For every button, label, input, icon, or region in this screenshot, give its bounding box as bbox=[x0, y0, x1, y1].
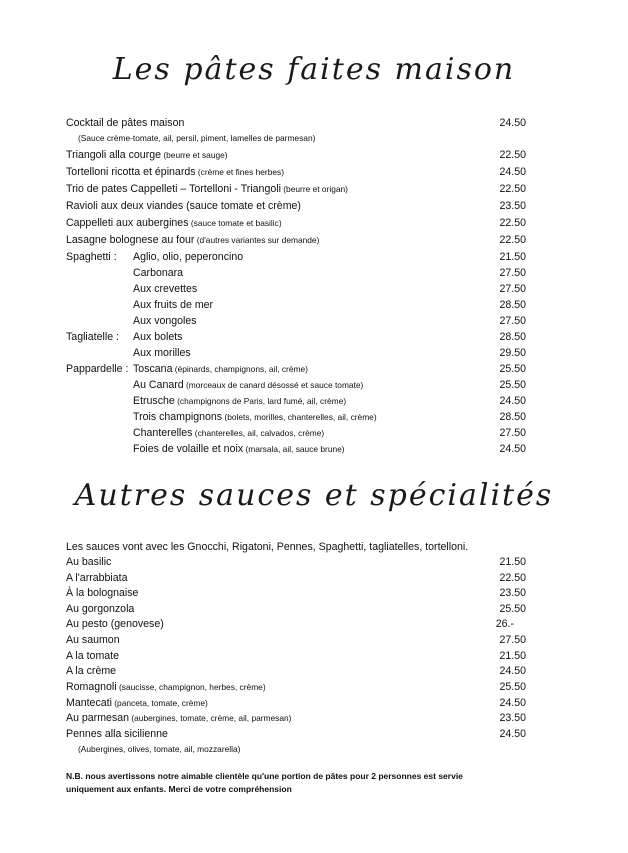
menu-item bbox=[66, 711, 526, 725]
nb-line: N.B. nous avertissons notre aimable clientèle qu'une portion de pâtes pour 2 personnes est servie bbox=[66, 771, 463, 781]
item-detail: (saucisse, champignon, herbes, crème) bbox=[116, 682, 266, 692]
menu-item bbox=[66, 199, 526, 213]
item-name: Carbonara bbox=[133, 267, 184, 279]
item-price: 27.50 bbox=[499, 315, 526, 327]
menu-item bbox=[66, 680, 526, 694]
intro-text: Les sauces vont avec les Gnocchi, Rigatoni, Pennes, Spaghetti, tagliatelles, tortelloni. bbox=[66, 541, 469, 553]
item-name: Au gorgonzola bbox=[66, 603, 135, 615]
item-name: A l'arrabbiata bbox=[66, 572, 128, 584]
item-name bbox=[133, 362, 308, 376]
menu-item bbox=[66, 633, 526, 647]
menu-item bbox=[66, 555, 526, 569]
item-price: 27.50 bbox=[499, 427, 526, 439]
menu-item bbox=[66, 233, 526, 247]
item-name: Aglio, olio, peperoncino bbox=[133, 251, 244, 263]
item-name bbox=[133, 426, 324, 440]
item-name-text: Trois champignons bbox=[133, 411, 223, 423]
item-price: 23.50 bbox=[499, 712, 526, 724]
item-price: 21.50 bbox=[499, 650, 526, 662]
item-name bbox=[133, 410, 377, 424]
item-price: 27.50 bbox=[499, 283, 526, 295]
item-price: 21.50 bbox=[499, 251, 526, 263]
item-detail: (panceta, tomate, crème) bbox=[111, 698, 208, 708]
item-price: 25.50 bbox=[499, 681, 526, 693]
group-label-tagliatelle: Tagliatelle : bbox=[66, 331, 119, 343]
item-price: 29.50 bbox=[499, 347, 526, 359]
item-detail: (aubergines, tomate, crème, ail, parmesan) bbox=[129, 713, 292, 723]
item-name bbox=[133, 378, 363, 392]
menu-item bbox=[66, 664, 526, 678]
item-price: 22.50 bbox=[499, 234, 526, 246]
item-price: 24.50 bbox=[499, 166, 526, 178]
menu-item bbox=[66, 116, 526, 130]
item-name bbox=[133, 442, 345, 456]
item-price: 28.50 bbox=[499, 331, 526, 343]
item-name bbox=[133, 394, 346, 408]
item-price: 24.50 bbox=[499, 117, 526, 129]
item-price: 26.- bbox=[495, 618, 514, 630]
item-name: Cappelleti aux aubergines bbox=[66, 217, 189, 229]
item-detail: (chanterelles, ail, calvados, crème) bbox=[192, 428, 325, 438]
item-name: Aux bolets bbox=[133, 331, 183, 343]
item-price: 25.50 bbox=[499, 379, 526, 391]
item-name-text: Foies de volaille et noix bbox=[133, 443, 244, 455]
nb-note bbox=[66, 770, 546, 796]
item-name: Cocktail de pâtes maison bbox=[66, 117, 185, 129]
item-name: Au pesto (genovese) bbox=[66, 618, 164, 630]
item-price: 24.50 bbox=[499, 665, 526, 677]
menu-item bbox=[66, 571, 526, 585]
item-price: 24.50 bbox=[499, 728, 526, 740]
item-name: Au saumon bbox=[66, 634, 120, 646]
item-name: Tortelloni ricotta et épinards bbox=[66, 166, 196, 178]
item-name-text: Chanterelles bbox=[133, 427, 193, 439]
item-price: 27.50 bbox=[499, 634, 526, 646]
menu-item bbox=[66, 148, 526, 162]
item-price: 22.50 bbox=[499, 183, 526, 195]
menu-item bbox=[66, 182, 526, 196]
menu-item bbox=[66, 216, 526, 230]
item-name: Aux morilles bbox=[133, 347, 191, 359]
item-name: A la tomate bbox=[66, 650, 119, 662]
item-note: (Aubergines, olives, tomate, ail, mozzarella) bbox=[78, 744, 241, 754]
menu-item bbox=[66, 586, 526, 600]
nb-line: uniquement aux enfants. Merci de votre compréhension bbox=[66, 784, 292, 794]
item-name: À la bolognaise bbox=[66, 587, 139, 599]
item-price: 27.50 bbox=[499, 267, 526, 279]
item-price: 24.50 bbox=[499, 443, 526, 455]
group-label-spaghetti: Spaghetti : bbox=[66, 251, 117, 263]
item-name-text: Toscana bbox=[133, 363, 173, 375]
menu-item bbox=[66, 165, 526, 179]
menu-item bbox=[66, 617, 526, 631]
item-detail: (morceaux de canard désossé et sauce tomate) bbox=[183, 380, 364, 390]
item-price: 24.50 bbox=[499, 395, 526, 407]
item-name: Lasagne bolognese au four bbox=[66, 234, 195, 246]
item-name: Aux vongoles bbox=[133, 315, 197, 327]
item-detail: (marsala, ail, sauce brune) bbox=[243, 444, 345, 454]
item-note: (Sauce crème-tomate, ail, persil, piment, lamelles de parmesan) bbox=[78, 133, 316, 143]
menu-item bbox=[66, 649, 526, 663]
item-name: Pennes alla sicilienne bbox=[66, 728, 168, 740]
item-name: Triangoli alla courge bbox=[66, 149, 162, 161]
item-detail: (beurre et origan) bbox=[280, 184, 348, 194]
item-price: 28.50 bbox=[499, 299, 526, 311]
item-name: Aux fruits de mer bbox=[133, 299, 214, 311]
item-name: Romagnoli bbox=[66, 681, 117, 693]
item-price: 28.50 bbox=[499, 411, 526, 423]
item-name: Mantecati bbox=[66, 697, 112, 709]
section-title-pates: Les pâtes faites maison bbox=[112, 52, 516, 87]
item-price: 22.50 bbox=[499, 217, 526, 229]
group-label-pappardelle: Pappardelle : bbox=[66, 363, 129, 375]
menu-item bbox=[66, 727, 526, 741]
item-price: 25.50 bbox=[499, 363, 526, 375]
menu-item bbox=[66, 696, 526, 710]
item-name: Aux crevettes bbox=[133, 283, 198, 295]
item-name: A la crème bbox=[66, 665, 117, 677]
item-price: 22.50 bbox=[499, 149, 526, 161]
item-name-text: Etrusche bbox=[133, 395, 175, 407]
item-detail: (épinards, champignons, ail, crème) bbox=[172, 364, 308, 374]
item-name: Trio de pates Cappelleti – Tortelloni - Triangoli bbox=[66, 183, 281, 195]
item-price: 23.50 bbox=[499, 200, 526, 212]
section-title-sauces: Autres sauces et spécialités bbox=[74, 478, 554, 513]
item-detail: (d'autres variantes sur demande) bbox=[194, 235, 320, 245]
item-name: Au basilic bbox=[66, 556, 112, 568]
item-price: 25.50 bbox=[499, 603, 526, 615]
item-detail: (sauce tomate et basilic) bbox=[188, 218, 282, 228]
item-name-text: Au Canard bbox=[133, 379, 184, 391]
menu-item bbox=[66, 602, 526, 616]
item-detail: (beurre et sauge) bbox=[161, 150, 228, 160]
item-name: Au parmesan bbox=[66, 712, 130, 724]
item-detail: (bolets, morilles, chanterelles, ail, crème) bbox=[222, 412, 377, 422]
item-name: Ravioli aux deux viandes (sauce tomate et crème) bbox=[66, 200, 301, 212]
item-price: 23.50 bbox=[499, 587, 526, 599]
item-detail: (crème et fines herbes) bbox=[195, 167, 284, 177]
item-detail: (champignons de Paris, lard fumé, ail, crème) bbox=[174, 396, 347, 406]
item-price: 24.50 bbox=[499, 697, 526, 709]
item-price: 22.50 bbox=[499, 572, 526, 584]
item-price: 21.50 bbox=[499, 556, 526, 568]
